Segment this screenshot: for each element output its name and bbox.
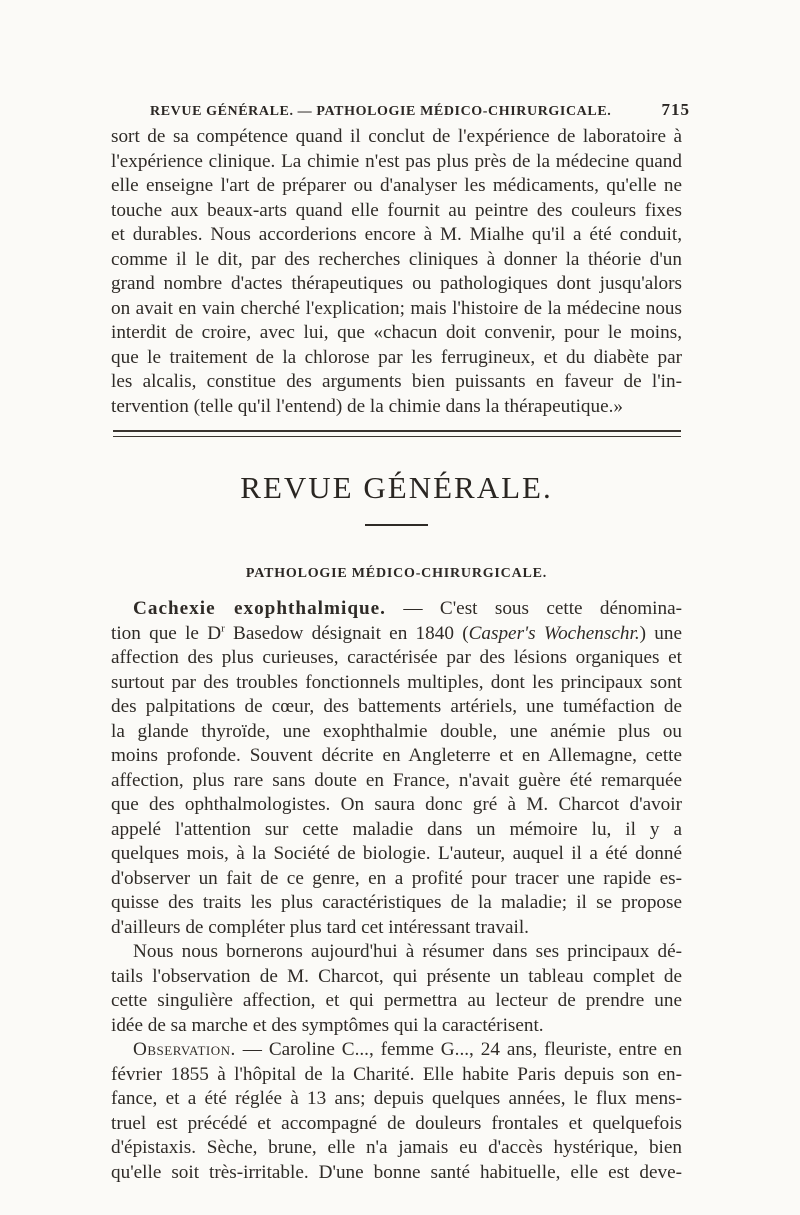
text-line: affection des plus curieuses, caractérisée par des lésions organiques et [111, 647, 682, 668]
section-divider-top [113, 430, 681, 432]
section-title: REVUE GÉNÉRALE. [240, 470, 553, 505]
top-paragraph [111, 125, 682, 419]
section-divider-bottom [113, 436, 681, 437]
superscript: r [221, 622, 225, 635]
text-line: qu'elle soit très-irritable. D'une bonne santé habituelle, elle est deve- [111, 1161, 682, 1183]
article-second-line [111, 622, 682, 647]
text-line: comme il le dit, par des recherches cliniques à donner la théorie d'un [111, 248, 682, 270]
observation-first-line [111, 1038, 682, 1063]
article-first-line [111, 597, 682, 622]
text-line: tails l'observation de M. Charcot, qui présente un tableau complet de [111, 965, 682, 987]
text-line: des palpitations de cœur, des battements artériels, une tuméfaction de [111, 696, 682, 717]
text-line: tervention (telle qu'il l'entend) de la chimie dans la thérapeutique.» [111, 395, 624, 417]
article-heading: Cachexie exophthalmique. [133, 598, 386, 619]
text-line: la glande thyroïde, une exophthalmie double, une anémie plus ou [111, 720, 682, 742]
text-line: quelques mois, à la Société de biologie. L'auteur, auquel il a été donné [111, 843, 682, 864]
text-line: février 1855 à l'hôpital de la Charité. Elle habite Paris depuis son en- [111, 1063, 682, 1085]
observation-label: Observation. [133, 1039, 236, 1060]
subsection-title: PATHOLOGIE MÉDICO-CHIRURGICALE. [245, 566, 548, 581]
title-underline [365, 524, 428, 526]
text-line: que le traitement de la chlorose par les ferrugineux, et du diabète par [111, 346, 682, 368]
text-line: appelé l'attention sur cette maladie dans un mémoire lu, il y a [111, 818, 682, 840]
text-span: Basedow désignait en 1840 ( [224, 622, 469, 644]
text-line: moins profonde. Souvent décrite en Angleterre et en Allemagne, cette [111, 745, 682, 766]
text-line: que des ophthalmologistes. On saura donc gré à M. Charcot d'avoir [111, 794, 682, 815]
text-line: Nous nous bornerons aujourd'hui à résumer dans ses principaux dé- [133, 941, 682, 962]
text-line: d'observer un fait de ce genre, en a profité pour tracer une rapide es- [111, 867, 682, 889]
text-line: fance, et a été réglée à 13 ans; depuis quelques années, le flux mens- [111, 1088, 682, 1109]
page-number: 715 [661, 100, 690, 119]
text-line: grand nombre d'actes thérapeutiques ou pathologiques dont jusqu'alors [111, 273, 682, 294]
text-line: quisse des traits les plus caractéristiques de la maladie; il se propose [111, 892, 682, 913]
running-head [150, 100, 690, 120]
text-line: interdit de croire, avec lui, que «chacun doit convenir, pour le moins, [111, 322, 682, 343]
running-head-title: REVUE GÉNÉRALE. — PATHOLOGIE MÉDICO-CHIRURGICALE. [150, 104, 612, 119]
text-line: idée de sa marche et des symptômes qui la caractérisent. [111, 1014, 544, 1036]
text-line: sort de sa compétence quand il conclut de l'expérience de laboratoire à [111, 126, 682, 147]
text-line: les alcalis, constitue des arguments bien puissants en faveur de l'in- [111, 371, 682, 392]
text-line: truel est précédé et accompagné de douleurs frontales et quelquefois [111, 1112, 682, 1134]
text-line: surtout par des troubles fonctionnels multiples, dont les principaux sont [111, 671, 682, 693]
article-line1-rest: — C'est sous cette dénomina- [385, 598, 682, 619]
text-span: ) une [639, 622, 682, 644]
text-line: elle enseigne l'art de préparer ou d'analyser les médicaments, qu'elle ne [111, 175, 682, 196]
article-body [111, 597, 682, 1185]
text-line: cette singulière affection, et qui permettra au lecteur de prendre une [111, 990, 682, 1011]
text-span: tion que le D [111, 622, 222, 644]
observation-line1-rest: — Caroline C..., femme G..., 24 ans, fleuriste, entre en [235, 1039, 682, 1060]
text-line: et durables. Nous accorderions encore à M. Mialhe qu'il a été conduit, [111, 224, 682, 245]
text-line: d'épistaxis. Sèche, brune, elle n'a jamais eu d'accès hystérique, bien [111, 1137, 682, 1158]
text-line: l'expérience clinique. La chimie n'est pas plus près de la médecine quand [111, 150, 682, 172]
journal-citation: Casper's Wochenschr. [468, 622, 640, 644]
text-line: affection, plus rare sans doute en France, n'avait guère été remarquée [111, 769, 682, 791]
text-line: d'ailleurs de compléter plus tard cet intéressant travail. [111, 916, 529, 938]
text-line: on avait en vain cherché l'explication; mais l'histoire de la médecine nous [111, 297, 682, 319]
text-line: touche aux beaux-arts quand elle fournit au peintre des couleurs fixes [111, 199, 682, 221]
